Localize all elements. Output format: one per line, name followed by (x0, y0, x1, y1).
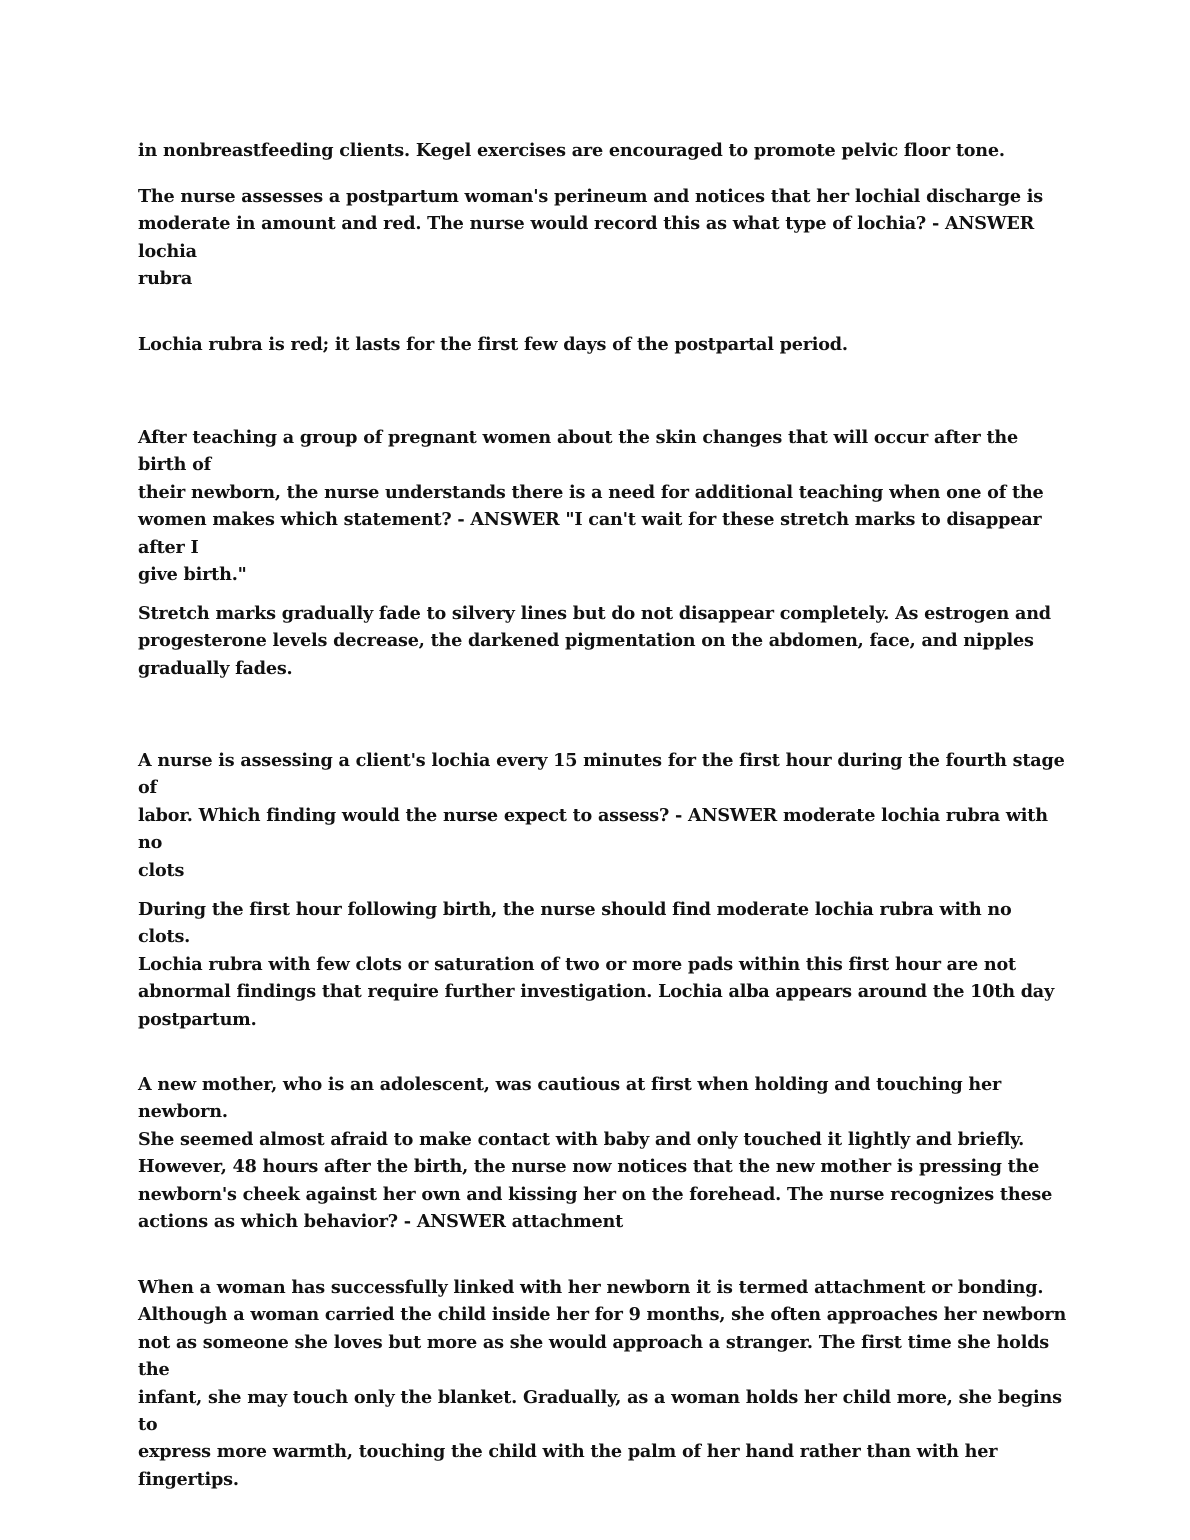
paragraph-kegel-continuation: in nonbreastfeeding clients. Kegel exercises are encouraged to promote pelvic floor tone. (138, 140, 1005, 161)
rationale-first-hour-lochia: During the first hour following birth, the nurse should find moderate lochia rubra with no clots. Lochia rubra with few clots or saturation of two or more pads within this first hour are not abnormal findings that require further investigation. Lochia alba appears around the 10th day postpartum. (138, 899, 1055, 1030)
question-skin-changes: After teaching a group of pregnant women about the skin changes that will occur after the birth of their newborn, the nurse understands there is a need for additional teaching when one of the women makes which statement? - ANSWER "I can't wait for these stretch marks to disappear after I give birth." (138, 427, 1044, 586)
question-adolescent-mother: A new mother, who is an adolescent, was cautious at first when holding and touching her newborn. She seemed almost afraid to make contact with baby and only touched it lightly and briefly. However, 48 hours after the birth, the nurse now notices that the new mother is pressing the newborn's cheek against her own and kissing her on the forehead. The nurse recognizes these actions as which behavior? - ANSWER attachment (138, 1074, 1053, 1233)
rationale-lochia-rubra: Lochia rubra is red; it lasts for the first few days of the postpartal period. (138, 334, 848, 355)
question-lochia-type: The nurse assesses a postpartum woman's perineum and notices that her lochial discharge is moderate in amount and red. The nurse would record this as what type of lochia? - ANSWER lochia rubra (138, 186, 1043, 290)
question-fourth-stage-lochia: A nurse is assessing a client's lochia every 15 minutes for the first hour during the fourth stage of labor. Which finding would the nurse expect to assess? - ANSWER moderate lochia rubra with no clots (138, 750, 1065, 881)
rationale-stretch-marks: Stretch marks gradually fade to silvery lines but do not disappear completely. As estrogen and progesterone levels decrease, the darkened pigmentation on the abdomen, face, and nipples gradually fades. (138, 603, 1051, 679)
rationale-attachment: When a woman has successfully linked with her newborn it is termed attachment or bonding. Although a woman carried the child inside her for 9 months, she often approaches her newborn not as someone she loves but more as she would approach a stranger. The first time she holds the infant, she may touch only the blanket. Gradually, as a woman holds her child more, she begins to express more warmth, touching the child with the palm of her hand rather than with her fingertips. (138, 1277, 1067, 1490)
